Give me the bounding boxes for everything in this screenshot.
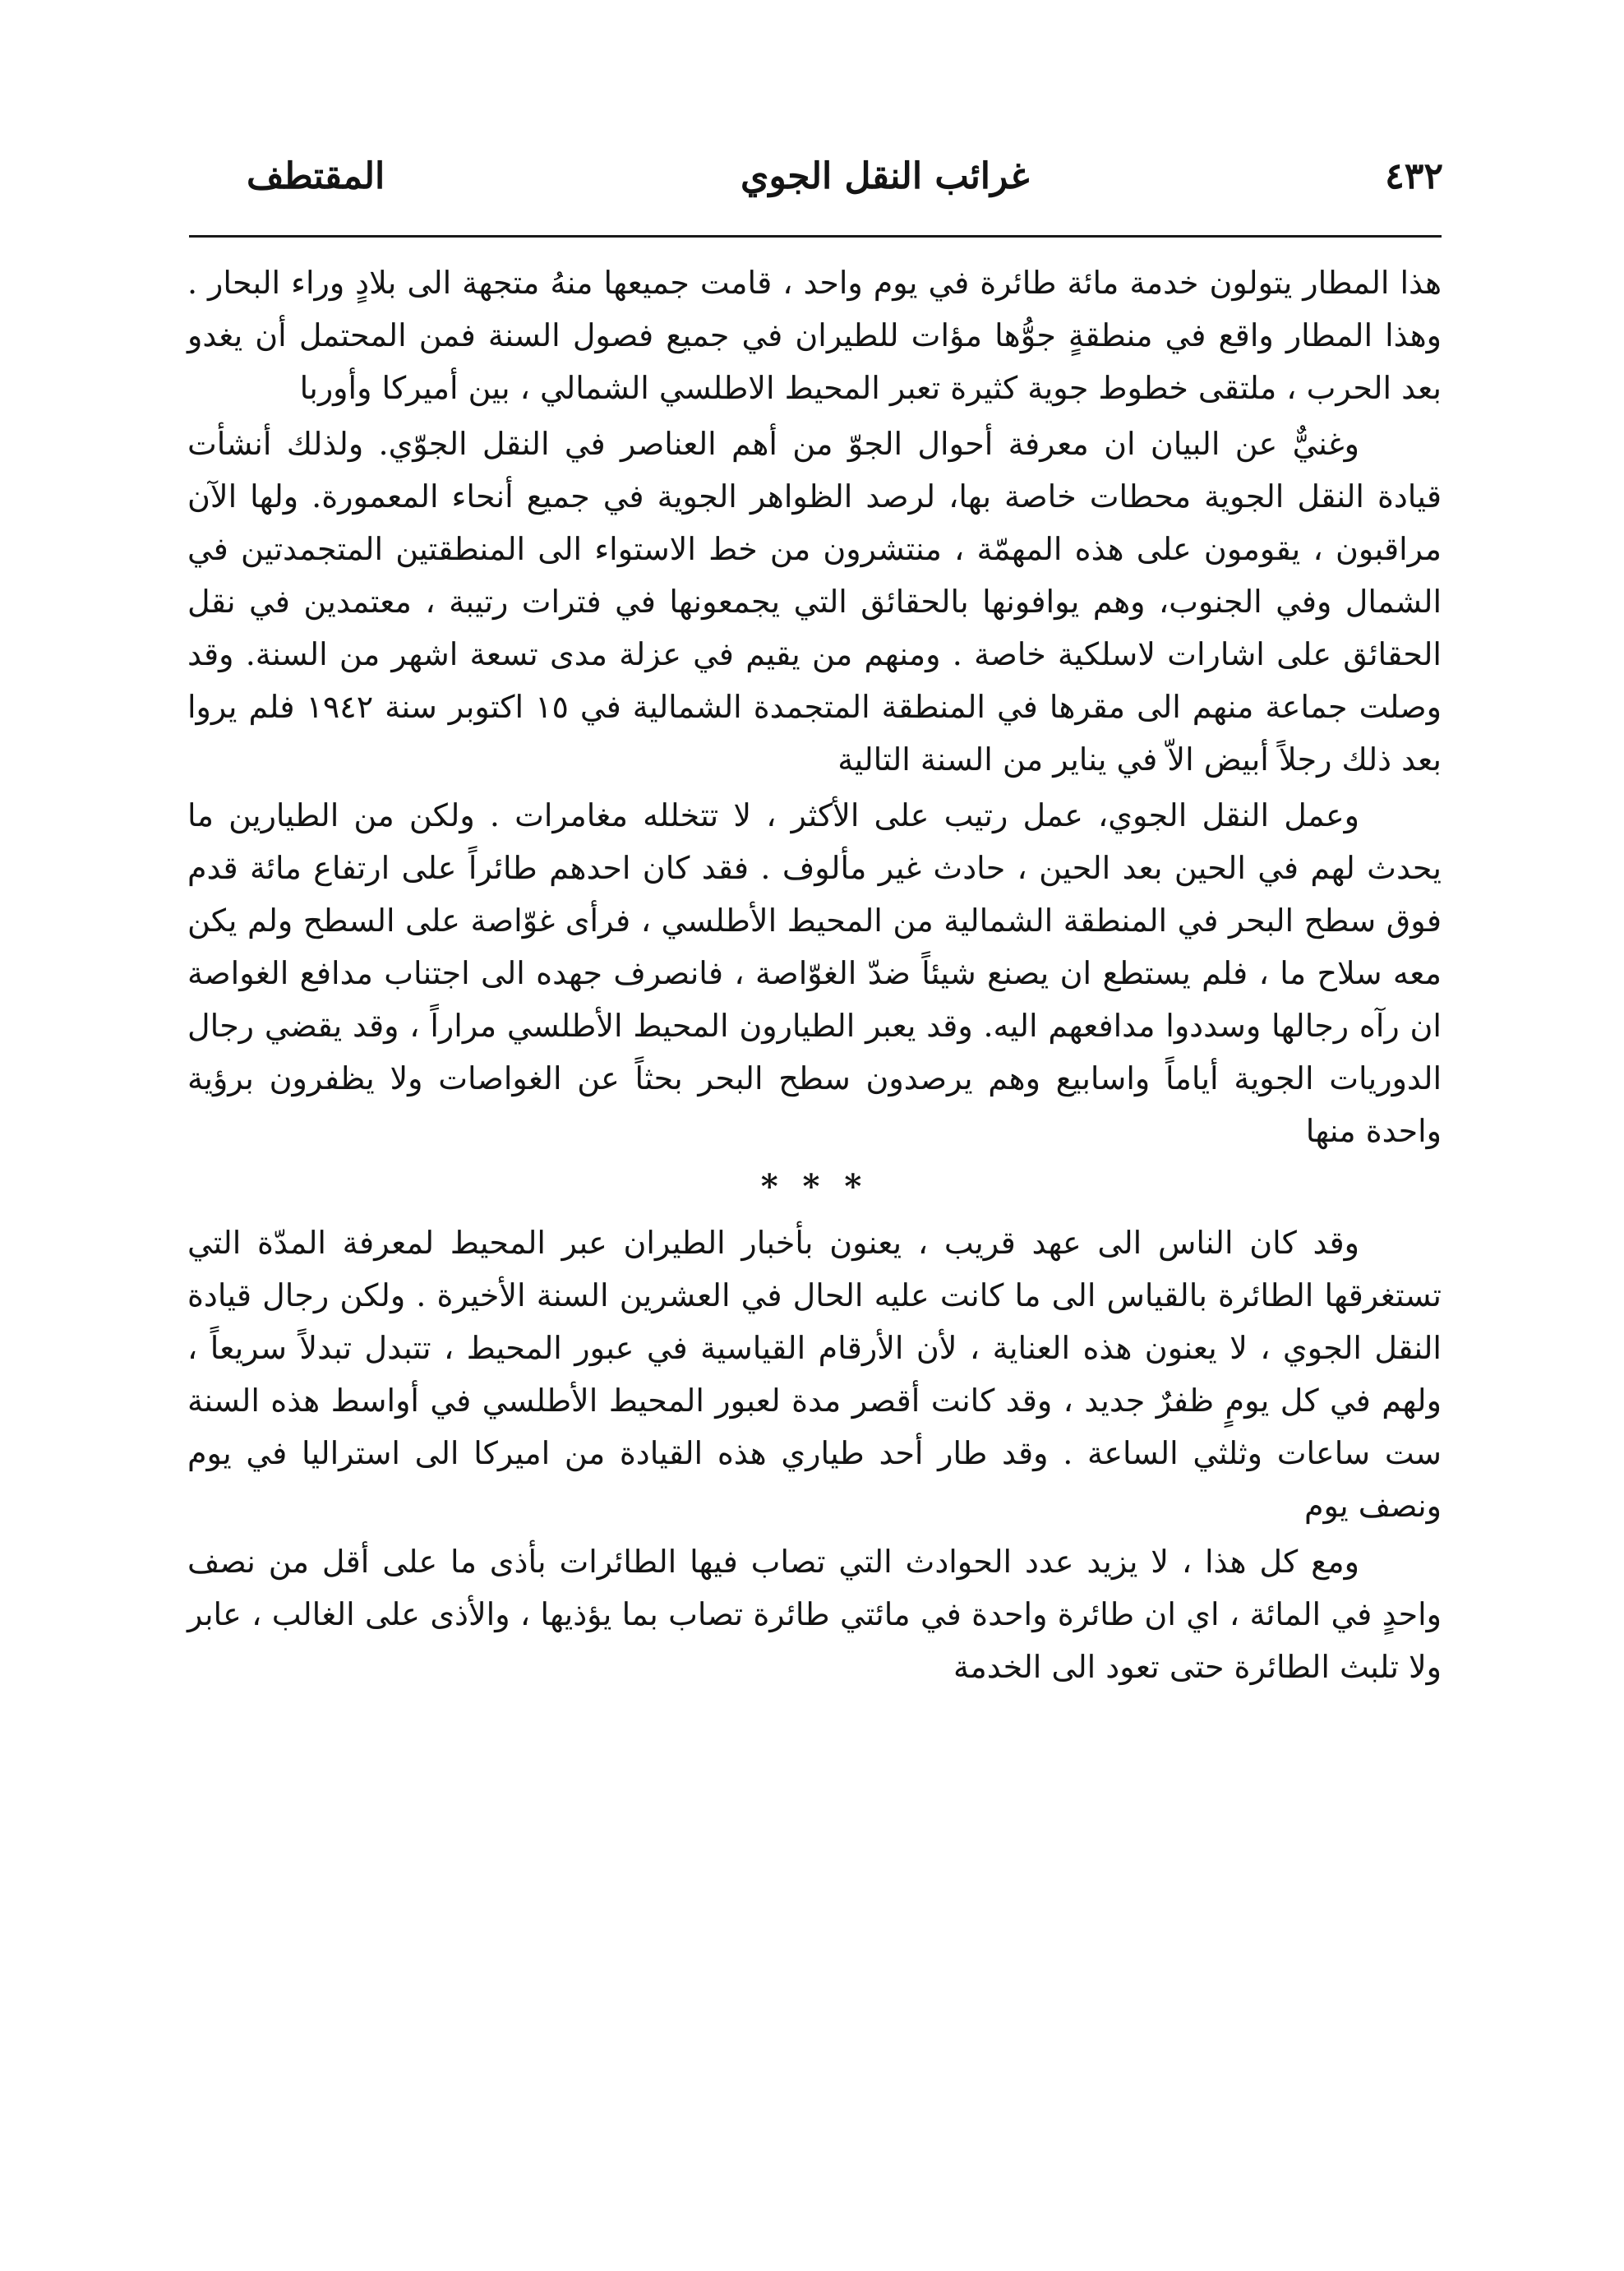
page-number: ٤٣٢	[1385, 155, 1443, 197]
paragraph-3: وعمل النقل الجوي، عمل رتيب على الأكثر ، لا تتخلله مغامرات . ولكن من الطيارين ما يحدث لهم في الحين بعد الحين ، حادث غير مألوف . فقد كان احدهم طائراً على ارتفاع مائة قدم فوق سطح البحر في المنطقة الشمالية من المحيط الأطلسي ، فرأى غوّاصة على السطح ولم يكن معه سلاح ما ، فلم يستطع ان يصنع شيئاً ضدّ الغوّاصة ، فانصرف جهده الى اجتناب مدافع الغواصة ان رآه رجالها وسددوا مدافعهم اليه. وقد يعبر الطيارون المحيط الأطلسي مراراً ، وقد يقضي رجال الدوريات الجوية أياماً واسابيع وهم يرصدون سطح البحر بحثاً عن الغواصات ولا يظفرون برؤية واحدة منها	[187, 797, 1442, 1149]
paragraph-5: ومع كل هذا ، لا يزيد عدد الحوادث التي تصاب فيها الطائرات بأذى ما على أقل من نصف واحدٍ في المائة ، اي ان طائرة واحدة في مائتي طائرة تصاب بما يؤذيها ، والأذى على الغالب ، عابر ولا تلبث الطائرة حتى تعود الى الخدمة	[187, 1544, 1442, 1685]
article-title: غرائب النقل الجوي	[740, 155, 1030, 197]
journal-name: المقتطف	[247, 155, 385, 197]
article-body	[187, 256, 1442, 1693]
section-separator: * * *	[760, 1167, 869, 1206]
paragraph-2: وغنيٌّ عن البيان ان معرفة أحوال الجوّ من أهم العناصر في النقل الجوّي. ولذلك أنشأت قيادة النقل الجوية محطات خاصة بها، لرصد الظواهر الجوية في جميع أنحاء المعمورة. ولها الآن مراقبون ، يقومون على هذه المهمّة ، منتشرون من خط الاستواء الى المنطقتين المتجمدتين في الشمال وفي الجنوب، وهم يوافونها بالحقائق التي يجمعونها في فترات رتيبة ، معتمدين في نقل الحقائق على اشارات لاسلكية خاصة . ومنهم من يقيم في عزلة مدى تسعة اشهر من السنة. وقد وصلت جماعة منهم الى مقرها في المنطقة المتجمدة الشمالية في ١٥ اكتوبر سنة ١٩٤٢ فلم يروا بعد ذلك رجلاً أبيض الاّ في يناير من السنة التالية	[187, 426, 1442, 778]
running-header	[247, 146, 1443, 205]
paragraph-1: هذا المطار يتولون خدمة مائة طائرة في يوم واحد ، قامت جميعها منهُ متجهة الى بلادٍ وراء البحار . وهذا المطار واقع في منطقةٍ جوُّها مؤات للطيران في جميع فصول السنة فمن المحتمل أن يغدو بعد الحرب ، ملتقى خطوط جوية كثيرة تعبر المحيط الاطلسي الشمالي ، بين أميركا وأوربا	[187, 265, 1442, 406]
paragraph-4: وقد كان الناس الى عهد قريب ، يعنون بأخبار الطيران عبر المحيط لمعرفة المدّة التي تستغرقها الطائرة بالقياس الى ما كانت عليه الحال في العشرين السنة الأخيرة . ولكن رجال قيادة النقل الجوي ، لا يعنون هذه العناية ، لأن الأرقام القياسية في عبور المحيط ، تتبدل تبدلاً سريعاً ، ولهم في كل يومٍ ظفرٌ جديد ، وقد كانت أقصر مدة لعبور المحيط الأطلسي في أواسط هذه السنة ست ساعات وثلثي الساعة . وقد طار أحد طياري هذه القيادة من اميركا الى استراليا في يوم ونصف يوم	[187, 1225, 1442, 1524]
header-rule	[189, 235, 1442, 238]
